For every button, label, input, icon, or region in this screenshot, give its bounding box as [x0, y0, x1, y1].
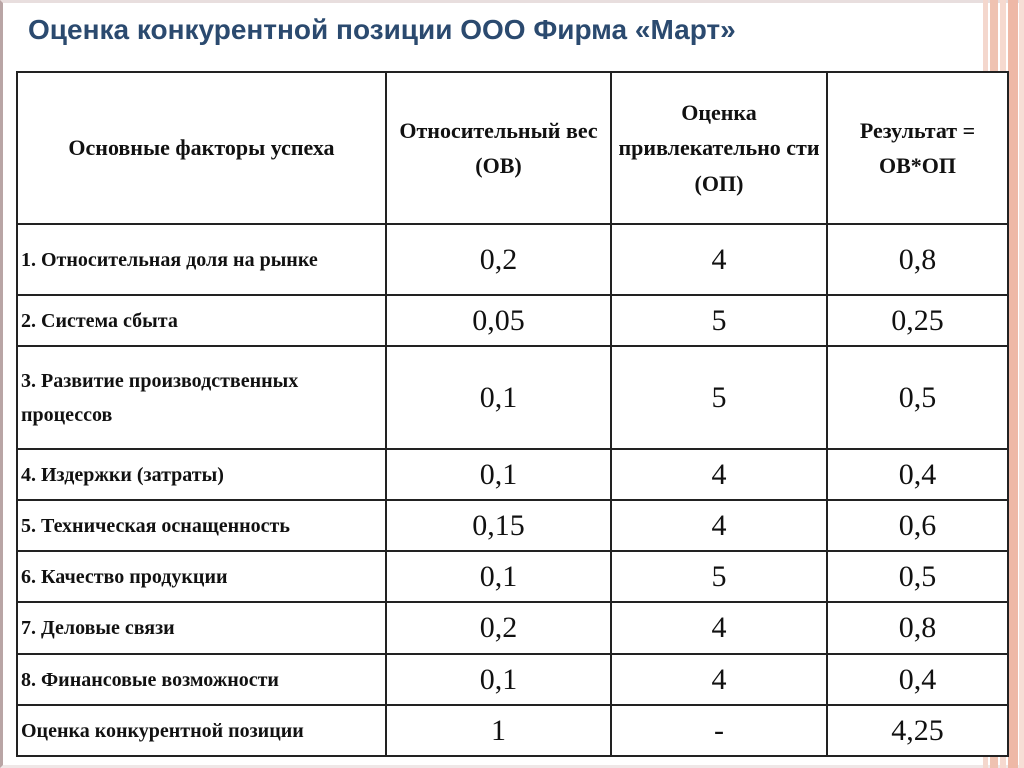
score-cell: 4: [611, 602, 827, 654]
table-row: [17, 500, 1008, 551]
total-result-cell: 4,25: [827, 705, 1008, 756]
result-cell: 0,5: [827, 551, 1008, 602]
table-row: [17, 295, 1008, 346]
total-weight-cell: 1: [386, 705, 611, 756]
table-row: [17, 346, 1008, 449]
table-header-row: [17, 72, 1008, 224]
result-cell: 0,4: [827, 654, 1008, 705]
total-label-cell: Оценка конкурентной позиции: [17, 705, 386, 756]
score-cell: 4: [611, 654, 827, 705]
result-cell: 0,8: [827, 224, 1008, 295]
result-cell: 0,6: [827, 500, 1008, 551]
weight-cell: 0,1: [386, 654, 611, 705]
factor-cell: 4. Издержки (затраты): [17, 449, 386, 500]
factor-cell: 5. Техническая оснащенность: [17, 500, 386, 551]
table-total-row: [17, 705, 1008, 756]
weight-cell: 0,2: [386, 602, 611, 654]
factor-cell: 7. Деловые связи: [17, 602, 386, 654]
decorative-stripe: [1019, 0, 1024, 768]
score-cell: 5: [611, 346, 827, 449]
table-row: [17, 224, 1008, 295]
table-row: [17, 449, 1008, 500]
weight-cell: 0,05: [386, 295, 611, 346]
factor-cell: 1. Относительная доля на рынке: [17, 224, 386, 295]
score-cell: 4: [611, 224, 827, 295]
weight-cell: 0,1: [386, 449, 611, 500]
score-cell: 5: [611, 551, 827, 602]
result-cell: 0,25: [827, 295, 1008, 346]
table-row: [17, 654, 1008, 705]
factor-cell: 6. Качество продукции: [17, 551, 386, 602]
total-score-cell: -: [611, 705, 827, 756]
table-row: [17, 551, 1008, 602]
decorative-stripe: [1008, 0, 1018, 768]
result-cell: 0,8: [827, 602, 1008, 654]
factor-cell: 2. Система сбыта: [17, 295, 386, 346]
header-attractiveness: Оценка привлекательно сти (ОП): [611, 72, 827, 224]
header-factors: Основные факторы успеха: [17, 72, 386, 224]
header-result: Результат = ОВ*ОП: [827, 72, 1008, 224]
weight-cell: 0,15: [386, 500, 611, 551]
score-cell: 5: [611, 295, 827, 346]
slide-title: Оценка конкурентной позиции ООО Фирма «Март»: [28, 14, 736, 45]
factor-cell: 3. Развитие производственных процессов: [17, 346, 386, 449]
competitive-position-table: [16, 71, 1009, 757]
score-cell: 4: [611, 449, 827, 500]
header-weight: Относительный вес (ОВ): [386, 72, 611, 224]
weight-cell: 0,2: [386, 224, 611, 295]
result-cell: 0,5: [827, 346, 1008, 449]
weight-cell: 0,1: [386, 346, 611, 449]
result-cell: 0,4: [827, 449, 1008, 500]
table-row: [17, 602, 1008, 654]
score-cell: 4: [611, 500, 827, 551]
factor-cell: 8. Финансовые возможности: [17, 654, 386, 705]
weight-cell: 0,1: [386, 551, 611, 602]
